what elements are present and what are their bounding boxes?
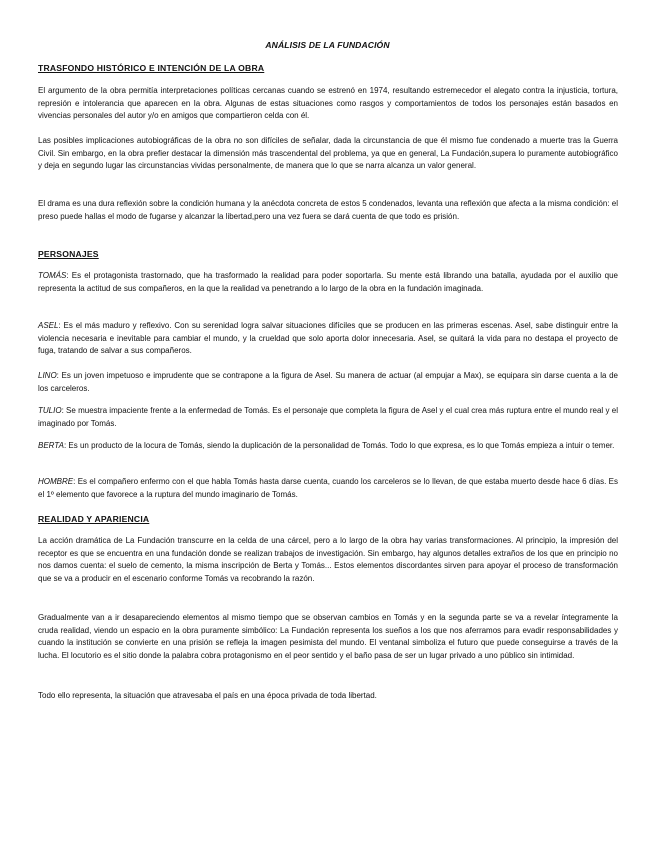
character-name: LINO: [38, 371, 57, 380]
paragraph: La acción dramática de La Fundación transcurre en la celda de una cárcel, pero a lo largo de la obra hay varias transformaciones. Al principio, la impresión del receptor es que se encuentra en una fundación donde se realizan trabajos de investigación. Sin embargo, hay algunos detalles extraños de los que en principio no nos damos cuenta: el suelo de cemento, la misma inscripción de Berta y Tomás... Estos elementos discordantes sirven para apoyar el proceso de transformación que se va a producir en el escenario conforme Tomás va recobrando la razón.: [38, 536, 618, 583]
character-description: : Es el más maduro y reflexivo. Con su serenidad logra salvar situaciones difíciles que se producen en las primeras escenas. Asel, sabe distinguir entre la violencia necesaria e inevitable para cambiar el mundo, y la crueldad que solo aporta dolor innecesaria. Asel, se quitará la vida para no destapa el proyecto de fuga, tratando de salvar a sus compañeros.: [38, 321, 618, 355]
character-description: : Es el compañero enfermo con el que habla Tomás hasta darse cuenta, cuando los carceleros se lo llevan, de que estaba muerto desde hace 6 días. Es el 1º elemento que favorece a la ruptura del mundo imaginario de Tomás.: [38, 477, 618, 499]
section-heading-trasfondo: TRASFONDO HISTÓRICO E INTENCIÓN DE LA OBRA: [38, 63, 265, 73]
character-paragraph: [38, 270, 618, 295]
character-paragraph: [38, 476, 618, 501]
character-name: TOMÁS: [38, 271, 67, 280]
paragraph: Las posibles implicaciones autobiográficas de la obra no son difíciles de señalar, dada la circunstancia de que él mismo fue condenado a muerte tras la Guerra Civil. Sin embargo, en la obra prefier destacar la dimensión más trascendental del problema, ya que en general, La Fundación,supera lo puramente autobiográfico y deja en segundo lugar las circunstancias vividas personalmente, de manera que lo que se narra alcanza un valor general.: [38, 136, 618, 170]
paragraph: El drama es una dura reflexión sobre la condición humana y la anécdota concreta de estos 5 condenados, levanta una reflexión que afecta a la misma condición: el preso puede hallas el modo de fugarse y alcanzar la libertad,pero una vez fuera se dará cuenta de que todo es prisión.: [38, 199, 618, 221]
character-name: ASEL: [38, 321, 59, 330]
character-description: : Se muestra impaciente frente a la enfermedad de Tomás. Es el personaje que completa la figura de Asel y el cual crea más ruptura entre el mundo real y el imaginado por Tomás.: [38, 406, 618, 428]
section-heading-realidad: REALIDAD Y APARIENCIA: [38, 514, 150, 524]
character-name: TULIO: [38, 406, 62, 415]
paragraph: Todo ello representa, la situación que atravesaba el país en una época privada de toda libertad.: [38, 691, 377, 700]
section-heading-personajes: PERSONAJES: [38, 249, 99, 259]
character-paragraph: [38, 405, 618, 430]
character-paragraph: [38, 440, 618, 453]
paragraph: El argumento de la obra permitía interpretaciones políticas cercanas cuando se estrenó en 1974, resultando estremecedor el alegato contra la injusticia, tortura, represión e intolerancia que aparecen en la obra. Algunas de estas situaciones como rasgos y comportamientos de todos los personajes están basados en vivencias personales del autor y/o en amigos que compartieron celda con él.: [38, 86, 618, 120]
character-name: HOMBRE: [38, 477, 74, 486]
character-description: : Es un joven impetuoso e imprudente que se contrapone a la figura de Asel. Su manera de actuar (al empujar a Max), se equipara sin darse cuenta a la de los carceleros.: [38, 371, 618, 393]
character-paragraph: [38, 320, 618, 358]
paragraph: Gradualmente van a ir desapareciendo elementos al mismo tiempo que se observan cambios en Tomás y en la segunda parte se va a revelar íntegramente la cruda realidad, viendo un espacio en la obra puramente simbólico: La Fundación representa los sueños a los que nos aferramos para evadir responsabilidades y cuando la institución se convierte en una prisión se refleja la imagen pesimista del mundo. El ventanal simboliza el futuro que puede conseguirse a través de la lucha. El locutorio es el sitio donde la palabra cobra protagonismo en el peor sentido y el baño pasa de ser un lugar privado a uno público sin intimidad.: [38, 613, 618, 660]
character-paragraph: [38, 370, 618, 395]
character-description: : Es un producto de la locura de Tomás, siendo la duplicación de la personalidad de Tomás. Todo lo que expresa, es lo que Tomás empieza a intuir o temer.: [63, 441, 615, 450]
character-name: BERTA: [38, 441, 64, 450]
page-title: ANÁLISIS DE LA FUNDACIÓN: [265, 40, 390, 50]
character-description: : Es el protagonista trastornado, que ha trasformado la realidad para poder soportarla. Su mente está librando una batalla, ayudada por el auxilio que representa la actitud de sus compañeros, en la que la realidad va penetrando a lo largo de la obra en la fundación imaginada.: [38, 271, 618, 293]
